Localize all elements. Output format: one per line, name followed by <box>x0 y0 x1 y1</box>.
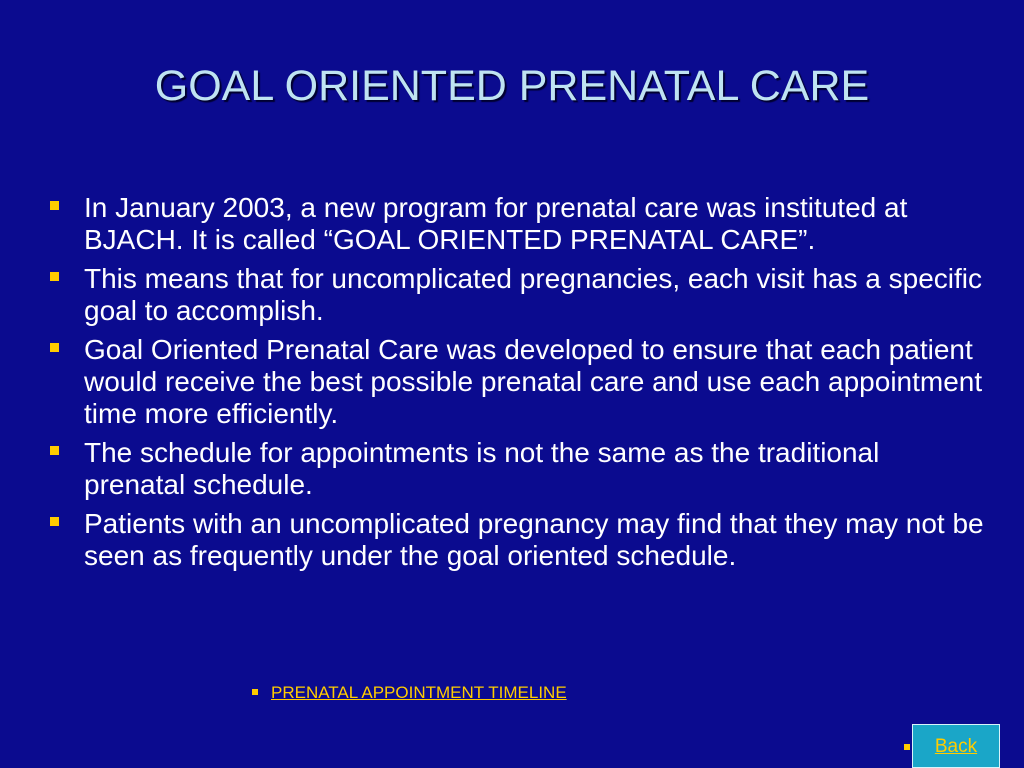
bullet-item <box>48 334 988 430</box>
bullet-item <box>48 263 988 327</box>
square-bullet-icon <box>904 744 910 750</box>
back-button-label: Back <box>934 736 978 757</box>
bullet-item <box>48 437 988 501</box>
square-bullet-icon <box>252 689 258 695</box>
bullet-text: Patients with an uncomplicated pregnancy may find that they may not be seen as frequently under the goal oriented schedule. <box>84 508 984 571</box>
bullet-text: This means that for uncomplicated pregnancies, each visit has a specific goal to accomplish. <box>84 263 983 326</box>
bullet-text: Goal Oriented Prenatal Care was developed to ensure that each patient would receive the best possible prenatal care and use each appointment time more efficiently. <box>84 334 983 429</box>
square-bullet-icon <box>50 446 59 455</box>
slide-title: GOAL ORIENTED PRENATAL CARE <box>154 62 870 110</box>
square-bullet-icon <box>50 343 59 352</box>
bullet-text: The schedule for appointments is not the same as the traditional prenatal schedule. <box>84 437 880 500</box>
bullet-item <box>48 508 988 572</box>
bullet-list <box>48 192 988 579</box>
bullet-text: In January 2003, a new program for prenatal care was instituted at BJACH. It is called “GOAL ORIENTED PRENATAL CARE”. <box>84 192 908 255</box>
back-button[interactable] <box>912 724 1000 768</box>
bullet-item <box>48 192 988 256</box>
square-bullet-icon <box>50 272 59 281</box>
square-bullet-icon <box>50 201 59 210</box>
prenatal-appointment-timeline-link[interactable]: PRENATAL APPOINTMENT TIMELINE <box>271 683 567 702</box>
square-bullet-icon <box>50 517 59 526</box>
timeline-link-row <box>252 682 567 704</box>
